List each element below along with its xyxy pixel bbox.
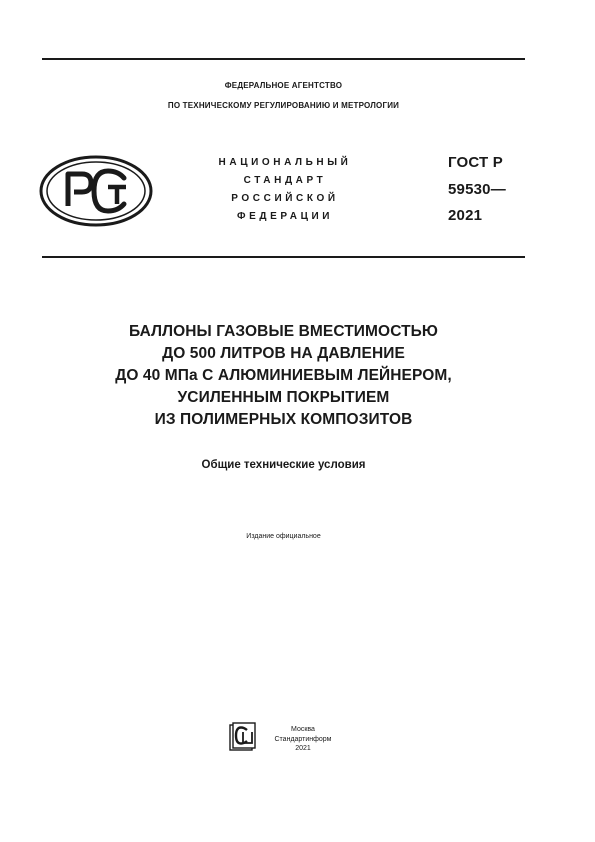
title-line-1: БАЛЛОНЫ ГАЗОВЫЕ ВМЕСТИМОСТЬЮ	[128, 323, 439, 340]
title-line-5: ИЗ ПОЛИМЕРНЫХ КОМПОЗИТОВ	[154, 411, 413, 428]
title-line-4: УСИЛЕННЫМ ПОКРЫТИЕМ	[177, 389, 390, 406]
publisher-year: 2021	[295, 745, 311, 752]
edition-note: Издание официальное	[246, 533, 321, 540]
publisher-city: Москва	[291, 726, 315, 733]
title-line-2: ДО 500 ЛИТРОВ НА ДАВЛЕНИЕ	[162, 345, 405, 362]
designation-line-2: 59530—	[448, 181, 506, 198]
designation-line-1: ГОСТ Р	[448, 154, 503, 171]
title-line-3: ДО 40 МПа С АЛЮМИНИЕВЫМ ЛЕЙНЕРОМ,	[115, 367, 452, 384]
publisher-name: Стандартинформ	[274, 735, 332, 743]
agency-name-line-2: ПО ТЕХНИЧЕСКОМУ РЕГУЛИРОВАНИЮ И МЕТРОЛОГИИ	[167, 101, 400, 110]
designation-line-3: 2021	[448, 207, 483, 224]
standard-type-line-3: РОССИЙСКОЙ	[231, 193, 339, 204]
agency-name-line-1: ФЕДЕРАЛЬНОЕ АГЕНТСТВО	[224, 81, 343, 90]
standard-type-line-2: СТАНДАРТ	[243, 175, 327, 186]
top-rule	[42, 58, 525, 60]
standard-type-line-4: ФЕДЕРАЦИИ	[236, 211, 334, 222]
standartinform-logo-icon	[229, 722, 256, 752]
middle-rule	[42, 256, 525, 258]
document-title	[42, 321, 525, 431]
document-subtitle: Общие технические условия	[201, 459, 366, 471]
rst-logo-icon	[38, 154, 154, 228]
publisher-imprint	[263, 725, 343, 754]
standard-type-line-1: НАЦИОНАЛЬНЫЙ	[218, 157, 352, 168]
